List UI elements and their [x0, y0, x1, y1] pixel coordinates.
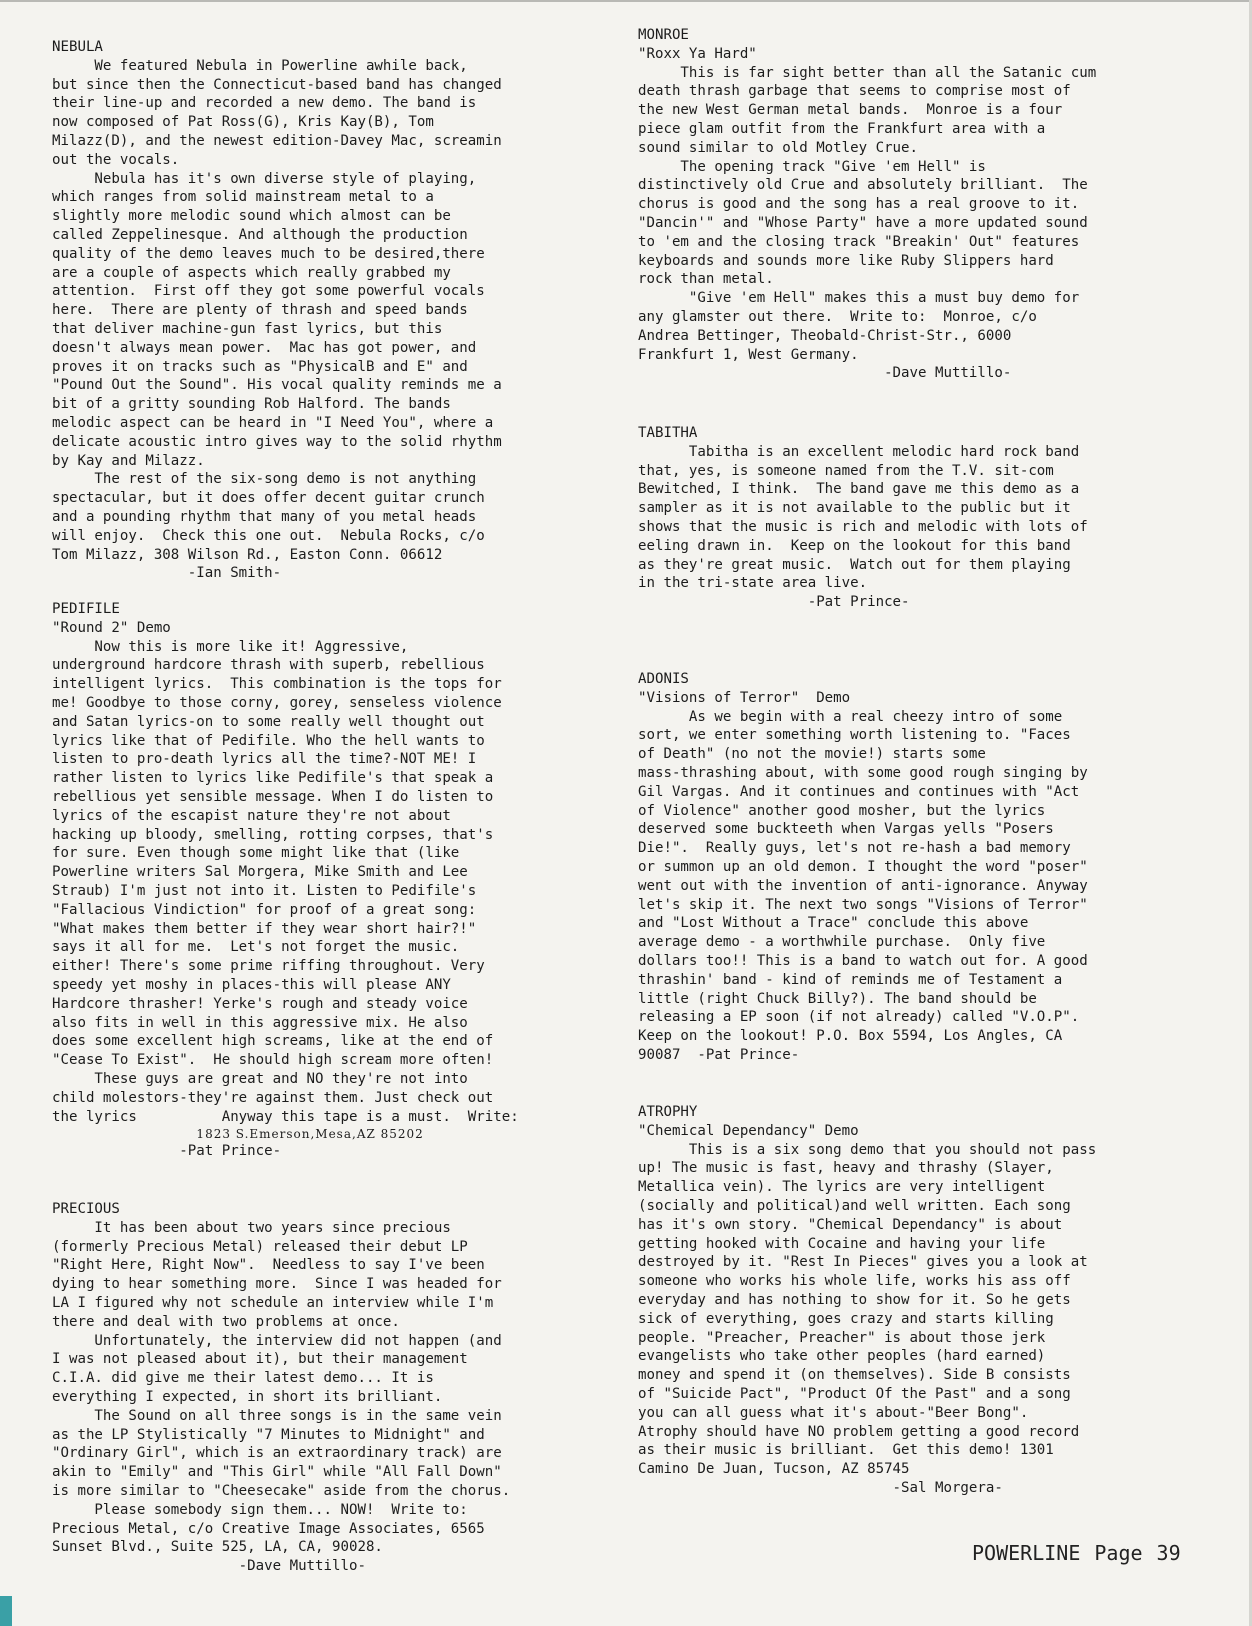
review-address: 1823 S.Emerson,Mesa,AZ 85202: [52, 1127, 424, 1142]
review-text-line: by Kay and Milazz.: [52, 452, 205, 469]
review-text-line: chorus is good and the song has a real groove to it.: [638, 196, 1080, 213]
review-text-line: evangelists who take other peoples (hard earned): [638, 1348, 1046, 1365]
review-text-line: This is far sight better than all the Satanic cum: [638, 64, 1097, 81]
review-text-line: any glamster out there. Write to: Monroe, c/o: [638, 308, 1037, 325]
review-text-line: "Dancin'" and "Whose Party" have a more updated sound: [638, 214, 1088, 231]
review-text-line: underground hardcore thrash with superb, rebellious: [52, 657, 485, 674]
review-text-line: eeling drawn in. Keep on the lookout for this band: [638, 537, 1071, 554]
review-text-line: Powerline writers Sal Morgera, Mike Smith and Lee: [52, 864, 468, 881]
review-monroe: [638, 26, 1096, 383]
review-text-line: of "Suicide Pact", "Product Of the Past" and a song: [638, 1385, 1071, 1402]
review-text-line: is more similar to "Cheesecake" aside from the chorus.: [52, 1482, 511, 1499]
review-signature: -Dave Muttillo-: [638, 365, 1012, 382]
review-text-line: up! The music is fast, heavy and thrashy (Slayer,: [638, 1160, 1054, 1177]
review-text-line: are a couple of aspects which really grabbed my: [52, 264, 451, 281]
review-text-line: rather listen to lyrics like Pedifile's that speak a: [52, 770, 494, 787]
review-text-line: as the LP Stylistically "7 Minutes to Midnight" and: [52, 1426, 485, 1443]
review-text-line: has it's own story. "Chemical Dependancy" is about: [638, 1216, 1063, 1233]
review-text-line: Camino De Juan, Tucson, AZ 85745: [638, 1461, 910, 1478]
review-tabitha: [638, 424, 1088, 612]
review-text-line: says it all for me. Let's not forget the music.: [52, 939, 460, 956]
review-text-line: mass-thrashing about, with some good rough singing by: [638, 764, 1088, 781]
review-text-line: and a pounding rhythm that many of you metal heads: [52, 508, 477, 525]
review-text-line: Tabitha is an excellent melodic hard rock band: [638, 443, 1080, 460]
review-text-line: Die!". Really guys, let's not re-hash a bad memory: [638, 840, 1071, 857]
review-text-line: "Ordinary Girl", which is an extraordinary track) are: [52, 1445, 502, 1462]
review-text-line: rebellious yet sensible message. When I do listen to: [52, 788, 494, 805]
review-text-line: piece glam outfit from the Frankfurt area with a: [638, 120, 1046, 137]
review-text-line: which ranges from solid mainstream metal to a: [52, 189, 434, 206]
review-text-line: Atrophy should have NO problem getting a good record: [638, 1423, 1080, 1440]
review-text-line: quality of the demo leaves much to be desired,there: [52, 245, 485, 262]
review-text-line: there and deal with two problems at once.: [52, 1313, 400, 1330]
review-text-line: lyrics of the escapist nature they're not about: [52, 807, 451, 824]
review-signature: -Pat Prince-: [638, 594, 910, 611]
review-text-line: called Zeppelinesque. And although the production: [52, 226, 468, 243]
review-text-line: "What makes them better if they wear short hair?!": [52, 920, 477, 937]
review-text-line: sampler as it is not available to the public but it: [638, 500, 1071, 517]
review-release-title: "Round 2" Demo: [52, 619, 171, 636]
review-text-line: their line-up and recorded a new demo. The band is: [52, 95, 477, 112]
publication-name: POWERLINE: [972, 1541, 1081, 1565]
review-text-line: It has been about two years since precious: [52, 1219, 451, 1236]
review-text-line: (socially and political)and well written. Each song: [638, 1197, 1071, 1214]
review-text-line: Unfortunately, the interview did not happen (and: [52, 1332, 502, 1349]
review-text-line: Andrea Bettinger, Theobald-Christ-Str., 6000: [638, 327, 1012, 344]
page-footer: [972, 1541, 1181, 1565]
review-band-name: NEBULA: [52, 39, 103, 55]
review-text-line: intelligent lyrics. This combination is the tops for: [52, 676, 502, 693]
page-number: 39: [1156, 1541, 1181, 1565]
review-text-line: out the vocals.: [52, 151, 180, 168]
review-text-line: (formerly Precious Metal) released their debut LP: [52, 1238, 468, 1255]
review-text-line: getting hooked with Cocaine and having your life: [638, 1235, 1046, 1252]
review-text-line: "Right Here, Right Now". Needless to say I've been: [52, 1257, 485, 1274]
review-text-line: as they're great music. Watch out for them playing: [638, 556, 1071, 573]
review-text-line: We featured Nebula in Powerline awhile back,: [52, 57, 468, 74]
review-text-line: attention. First off they got some powerful vocals: [52, 283, 485, 300]
review-text-line: delicate acoustic intro gives way to the solid rhythm: [52, 433, 502, 450]
review-text-line: Keep on the lookout! P.O. Box 5594, Los Angles, CA: [638, 1028, 1063, 1045]
review-text-line: either! There's some prime riffing throughout. Very: [52, 958, 485, 975]
review-text-line: Straub) I'm just not into it. Listen to Pedifile's: [52, 882, 477, 899]
review-text-line: death thrash garbage that seems to comprise most of: [638, 83, 1071, 100]
review-text-line: Gil Vargas. And it continues and continues with "Act: [638, 783, 1080, 800]
review-text-line: child molestors-they're against them. Just check out: [52, 1089, 494, 1106]
review-text-line: C.I.A. did give me their latest demo... It is: [52, 1370, 434, 1387]
review-text-line: The opening track "Give 'em Hell" is: [638, 158, 986, 175]
review-text-line: sound similar to old Motley Crue.: [638, 139, 919, 156]
review-text-line: but since then the Connecticut-based band has changed: [52, 76, 502, 93]
review-release-title: "Visions of Terror" Demo: [638, 689, 851, 706]
review-text-line: Hardcore thrasher! Yerke's rough and steady voice: [52, 995, 468, 1012]
review-text-line: someone who works his whole life, works his ass off: [638, 1273, 1071, 1290]
review-text-line: everything I expected, in short its brilliant.: [52, 1388, 443, 1405]
page-top-edge: [0, 0, 1252, 2]
review-text-line: and "Lost Without a Trace" conclude this above: [638, 915, 1029, 932]
review-text-line: listen to pro-death lyrics all the time?-NOT ME! I: [52, 751, 477, 768]
review-text-line: will enjoy. Check this one out. Nebula Rocks, c/o: [52, 527, 485, 544]
review-text-line: the new West German metal bands. Monroe is a four: [638, 102, 1063, 119]
review-text-line: of Death" (no not the movie!) starts some: [638, 746, 986, 763]
review-text-line: melodic aspect can be heard in "I Need You", where a: [52, 414, 494, 431]
review-text-line: to 'em and the closing track "Breakin' Out" features: [638, 233, 1080, 250]
review-text-line: As we begin with a real cheezy intro of some: [638, 708, 1063, 725]
review-atrophy: [638, 1103, 1096, 1498]
review-text-line: hacking up bloody, smelling, rotting corpses, that's: [52, 826, 494, 843]
review-text-line: distinctively old Crue and absolutely brilliant. The: [638, 177, 1088, 194]
review-text-line: does some excellent high screams, like at the end of: [52, 1033, 494, 1050]
review-text-line: Frankfurt 1, West Germany.: [638, 346, 859, 363]
review-text-line: deserved some buckteeth when Vargas yells "Posers: [638, 821, 1054, 838]
review-text-line: rock than metal.: [638, 271, 774, 288]
review-text-line: Precious Metal, c/o Creative Image Associates, 6565: [52, 1520, 485, 1537]
review-signature: -Sal Morgera-: [638, 1479, 1003, 1496]
review-text-line: spectacular, but it does offer decent guitar crunch: [52, 490, 485, 507]
review-text-line: shows that the music is rich and melodic with lots of: [638, 518, 1088, 535]
review-text-line: destroyed by it. "Rest In Pieces" gives you a look at: [638, 1254, 1088, 1271]
review-text-line: doesn't always mean power. Mac has got power, and: [52, 339, 477, 356]
review-signature: -Ian Smith-: [52, 565, 282, 582]
review-band-name: ADONIS: [638, 671, 689, 687]
review-text-line: Milazz(D), and the newest edition-Davey Mac, screamin: [52, 132, 502, 149]
review-text-line: sick of everything, goes crazy and starts killing: [638, 1310, 1054, 1327]
review-text-line: the lyrics Anyway this tape is a must. Write:: [52, 1108, 519, 1125]
review-text-line: you can all guess what it's about-"Beer Bong".: [638, 1404, 1029, 1421]
review-text-line: The rest of the six-song demo is not anything: [52, 471, 477, 488]
review-text-line: Please somebody sign them... NOW! Write to:: [52, 1501, 468, 1518]
review-precious: [52, 1200, 510, 1576]
review-release-title: "Roxx Ya Hard": [638, 45, 757, 62]
review-text-line: people. "Preacher, Preacher" is about those jerk: [638, 1329, 1046, 1346]
review-text-line: These guys are great and NO they're not into: [52, 1070, 468, 1087]
review-text-line: dying to hear something more. Since I was headed for: [52, 1276, 502, 1293]
review-text-line: Nebula has it's own diverse style of playing,: [52, 170, 477, 187]
review-text-line: of Violence" another good mosher, but the lyrics: [638, 802, 1046, 819]
scan-corner-mark: [0, 1596, 12, 1626]
review-text-line: "Cease To Exist". He should high scream more often!: [52, 1052, 494, 1069]
review-text-line: 90087 -Pat Prince-: [638, 1046, 800, 1063]
review-signature: -Dave Muttillo-: [52, 1558, 366, 1575]
review-text-line: dollars too!! This is a band to watch out for. A good: [638, 952, 1088, 969]
review-text-line: average demo - a worthwhile purchase. Only five: [638, 934, 1046, 951]
review-band-name: MONROE: [638, 27, 689, 43]
review-text-line: here. There are plenty of thrash and speed bands: [52, 302, 468, 319]
review-text-line: let's skip it. The next two songs "Visions of Terror": [638, 896, 1088, 913]
review-text-line: Metallica vein). The lyrics are very intelligent: [638, 1179, 1046, 1196]
review-text-line: for sure. Even though some might like that (like: [52, 845, 460, 862]
review-text-line: money and spend it (on themselves). Side B consists: [638, 1367, 1071, 1384]
review-text-line: Bewitched, I think. The band gave me this demo as a: [638, 481, 1080, 498]
review-band-name: TABITHA: [638, 425, 698, 441]
review-text-line: speedy yet moshy in places-this will please ANY: [52, 976, 451, 993]
review-text-line: and Satan lyrics-on to some really well thought out: [52, 713, 485, 730]
review-adonis: [638, 670, 1088, 1065]
page-label: Page: [1094, 1541, 1143, 1565]
review-text-line: me! Goodbye to those corny, gorey, senseless violence: [52, 694, 502, 711]
review-release-title: "Chemical Dependancy" Demo: [638, 1122, 859, 1139]
review-text-line: releasing a EP soon (if not already) called "V.O.P".: [638, 1009, 1080, 1026]
review-text-line: in the tri-state area live.: [638, 575, 868, 592]
review-text-line: keyboards and sounds more like Ruby Slippers hard: [638, 252, 1054, 269]
review-text-line: The Sound on all three songs is in the same vein: [52, 1407, 502, 1424]
review-text-line: I was not pleased about it), but their management: [52, 1351, 468, 1368]
review-text-line: that deliver machine-gun fast lyrics, but this: [52, 320, 443, 337]
review-text-line: or summon up an old demon. I thought the word "poser": [638, 858, 1088, 875]
review-text-line: "Give 'em Hell" makes this a must buy demo for: [638, 290, 1080, 307]
review-text-line: This is a six song demo that you should not pass: [638, 1141, 1097, 1158]
review-text-line: also fits in well in this aggressive mix. He also: [52, 1014, 468, 1031]
review-text-line: slightly more melodic sound which almost can be: [52, 208, 451, 225]
review-text-line: now composed of Pat Ross(G), Kris Kay(B), Tom: [52, 114, 434, 131]
review-text-line: "Pound Out the Sound". His vocal quality reminds me a: [52, 377, 502, 394]
review-text-line: "Fallacious Vindiction" for proof of a great song:: [52, 901, 477, 918]
review-text-line: little (right Chuck Billy?). The band should be: [638, 990, 1037, 1007]
review-pedifile: [52, 600, 519, 1161]
review-text-line: everyday and has nothing to show for it. So he gets: [638, 1291, 1071, 1308]
review-text-line: Tom Milazz, 308 Wilson Rd., Easton Conn. 06612: [52, 546, 443, 563]
review-text-line: bit of a gritty sounding Rob Halford. The bands: [52, 396, 451, 413]
review-text-line: sort, we enter something worth listening to. "Faces: [638, 727, 1071, 744]
review-text-line: lyrics like that of Pedifile. Who the hell wants to: [52, 732, 485, 749]
review-band-name: PRECIOUS: [52, 1201, 120, 1217]
review-text-line: Now this is more like it! Aggressive,: [52, 638, 409, 655]
review-band-name: ATROPHY: [638, 1104, 698, 1120]
review-nebula: [52, 38, 502, 583]
review-signature: -Pat Prince-: [52, 1143, 282, 1160]
review-text-line: that, yes, is someone named from the T.V. sit-com: [638, 462, 1054, 479]
review-text-line: went out with the invention of anti-ignorance. Anyway: [638, 877, 1088, 894]
review-text-line: LA I figured why not schedule an interview while I'm: [52, 1294, 494, 1311]
review-text-line: as their music is brilliant. Get this demo! 1301: [638, 1442, 1054, 1459]
review-text-line: proves it on tracks such as "PhysicalB and E" and: [52, 358, 468, 375]
review-text-line: thrashin' band - kind of reminds me of Testament a: [638, 971, 1063, 988]
review-text-line: akin to "Emily" and "This Girl" while "All Fall Down": [52, 1464, 502, 1481]
review-band-name: PEDIFILE: [52, 601, 120, 617]
review-text-line: Sunset Blvd., Suite 525, LA, CA, 90028.: [52, 1539, 383, 1556]
